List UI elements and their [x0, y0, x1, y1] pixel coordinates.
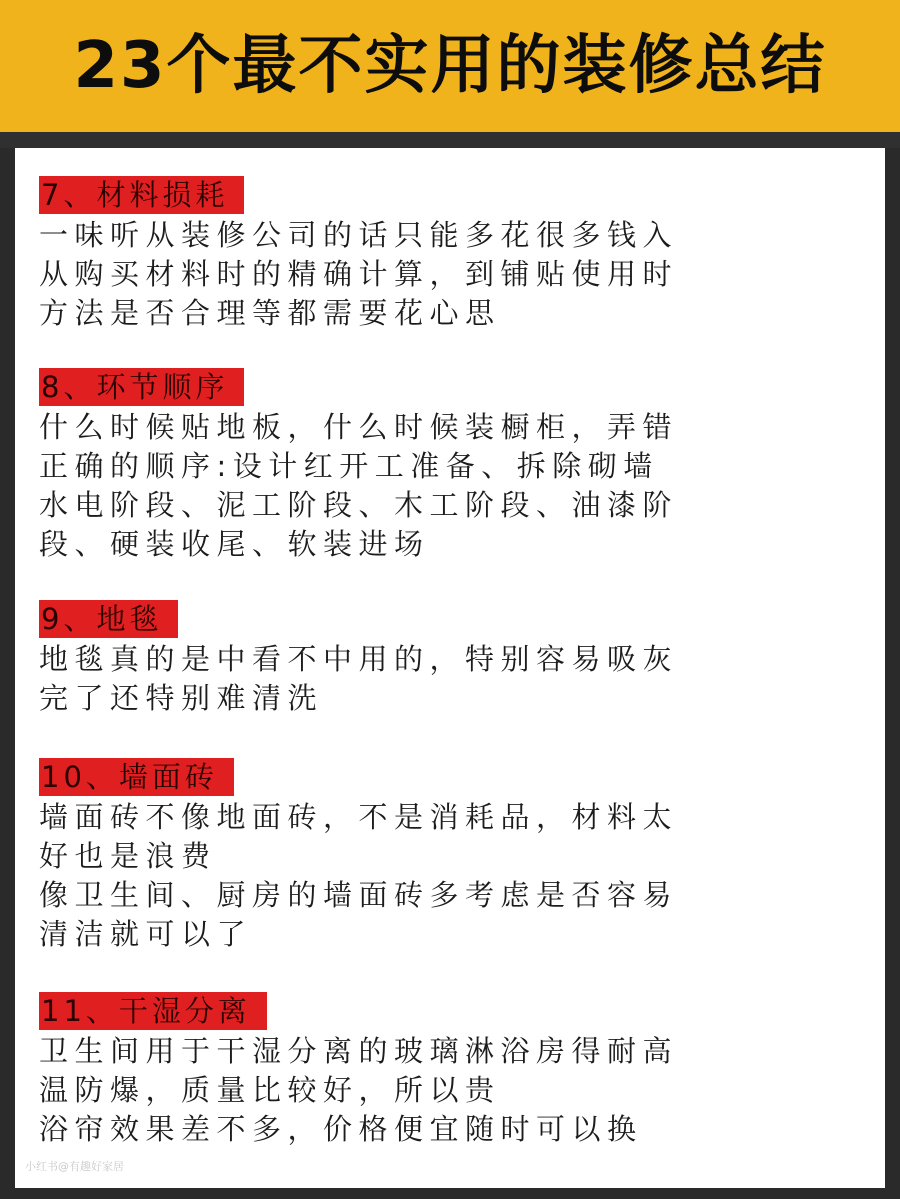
body-line: 好也是浪费: [39, 839, 217, 873]
body-line: 正确的顺序:设计红开工准备、拆除砌墙: [39, 449, 659, 483]
content-card: [15, 148, 885, 1188]
section-step-order: [39, 368, 678, 564]
body-line: 从购买材料时的精确计算，到铺贴使用时: [39, 257, 679, 291]
section-body: [39, 408, 678, 564]
section-material-loss: [39, 176, 678, 333]
body-line: 浴帘效果差不多，价格便宜随时可以换: [39, 1112, 643, 1146]
page-title: 23个最不实用的装修总结: [73, 29, 827, 103]
section-tag: 8、环节顺序: [39, 368, 244, 406]
section-tag: 10、墙面砖: [39, 758, 234, 796]
body-line: 完了还特别难清洗: [39, 681, 324, 715]
body-line: 墙面砖不像地面砖，不是消耗品，材料太: [39, 800, 679, 834]
section-wet-dry-separation: [39, 992, 678, 1149]
section-tag: 7、材料损耗: [39, 176, 244, 214]
title-banner: [0, 0, 900, 132]
section-body: [39, 216, 678, 333]
body-line: 段、硬装收尾、软装进场: [39, 527, 430, 561]
section-tag: 9、地毯: [39, 600, 178, 638]
body-line: 什么时候贴地板，什么时候装橱柜，弄错: [39, 410, 679, 444]
section-carpet: [39, 600, 678, 718]
body-line: 像卫生间、厨房的墙面砖多考虑是否容易: [39, 878, 679, 912]
body-line: 清洁就可以了: [39, 917, 253, 951]
body-line: 卫生间用于干湿分离的玻璃淋浴房得耐高: [39, 1034, 679, 1068]
section-tag: 11、干湿分离: [39, 992, 267, 1030]
section-wall-tile: [39, 758, 678, 954]
body-line: 方法是否合理等都需要花心思: [39, 296, 501, 330]
body-line: 温防爆，质量比较好，所以贵: [39, 1073, 501, 1107]
body-line: 水电阶段、泥工阶段、木工阶段、油漆阶: [39, 488, 679, 522]
body-line: 地毯真的是中看不中用的，特别容易吸灰: [39, 642, 679, 676]
body-line: 一味听从装修公司的话只能多花很多钱入: [39, 218, 679, 252]
section-body: [39, 798, 678, 954]
section-body: [39, 1032, 678, 1149]
banner-divider: [0, 132, 900, 148]
watermark: 小红书@有趣好家居: [25, 1160, 124, 1173]
section-body: [39, 640, 678, 718]
